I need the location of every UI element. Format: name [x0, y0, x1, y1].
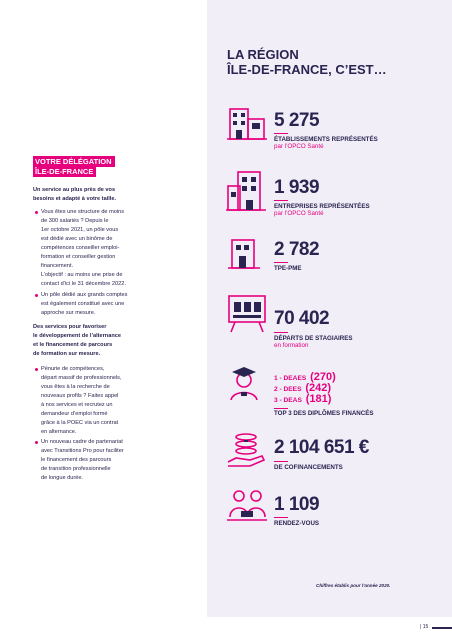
training-board-icon: [227, 294, 267, 334]
stat-rule: [274, 461, 288, 462]
bullet-text-line: compétences conseiller emploi-: [41, 245, 120, 251]
stat-sub-establishments: par l’OPCO Santé: [274, 143, 324, 150]
diploma-count: (181): [305, 393, 332, 405]
bullet-text-line: Pénurie de compétences,: [41, 366, 105, 372]
delegation-heading-line2: ÎLE-DE-FRANCE: [33, 166, 96, 177]
bullet-dot: [35, 368, 38, 371]
bullet-text-line: de longue durée.: [41, 475, 83, 481]
graduate-icon: [229, 366, 259, 402]
stat-rule: [274, 332, 288, 333]
diploma-count: (270): [310, 371, 336, 383]
region-title-line1: LA RÉGION: [227, 47, 299, 62]
stat-sub-companies: par l’OPCO Santé: [274, 210, 324, 217]
bullet-text-line: est dédié avec un binôme de: [41, 236, 113, 242]
bullet-text-line: de transition professionnelle: [41, 466, 111, 472]
stat-label-cofinancing: DE COFINANCEMENTS: [274, 464, 343, 471]
stat-label-tpe-pme: TPE-PME: [274, 265, 302, 272]
small-building-icon: [228, 236, 260, 270]
diplomas-title: TOP 3 DES DIPLÔMES FINANCÉS: [274, 410, 374, 417]
page-number: | 15: [420, 624, 429, 630]
intro-line1: Un service au plus près de vos: [33, 187, 116, 193]
bullet-text-line: vous êtes à la recherche de: [41, 384, 110, 390]
bullet-text-line: Vous êtes une structure de moins: [41, 209, 125, 215]
region-title: [227, 47, 447, 77]
bullet-text-line: nouveaux profils ? Faites appel: [41, 393, 119, 399]
stat-value-cofinancing: 2 104 651 €: [274, 437, 369, 458]
bullet-text-line: Un nouveau cadre de partenariat: [41, 439, 123, 445]
bullet-text-line: le financement des parcours: [41, 457, 112, 463]
diploma-count: (242): [305, 382, 332, 394]
bullet-text-line: grâce à la POEC via un contrat: [41, 420, 119, 426]
stat-rule: [274, 517, 288, 518]
buildings-icon: [227, 105, 267, 141]
bullet-text-line: avec Transitions Pro pour faciliter: [41, 448, 124, 454]
stat-sub-trainees: en formation: [274, 342, 309, 349]
bullet-dot: [35, 441, 38, 444]
stat-value-establishments: 5 275: [274, 110, 320, 131]
stat-label-establishments: ÉTABLISSEMENTS REPRÉSENTÉS: [274, 136, 378, 143]
bullet-text-line: approche sur mesure.: [41, 310, 96, 316]
bullet-text-line: de 300 salariés ? Depuis le: [41, 218, 109, 224]
stat-value-meetings: 1 109: [274, 494, 320, 515]
bullet-text-line: contact d’ici le 31 décembre 2022.: [41, 281, 126, 287]
bullet-text-line: en alternance.: [41, 429, 77, 435]
bullet-text-line: Un pôle dédié aux grands comptes: [41, 292, 128, 298]
bullet-text-line: demandeur d’emploi formé: [41, 411, 108, 417]
meeting-icon: [227, 487, 267, 525]
stat-rule: [274, 133, 288, 134]
footnote: Chiffres établis pour l’année 2020.: [316, 583, 391, 588]
stat-rule: [274, 262, 288, 263]
stat-label-meetings: RENDEZ-VOUS: [274, 520, 320, 527]
office-buildings-icon: [226, 170, 266, 212]
delegation-heading-line1: VOTRE DÉLÉGATION: [33, 156, 115, 167]
bullet-text-line: formation et conseiller gestion: [41, 254, 116, 260]
diploma-label: 3 - DEAS: [274, 397, 302, 404]
stat-value-tpe-pme: 2 782: [274, 239, 320, 260]
diploma-label: 1 - DEAES: [274, 375, 307, 382]
bullet-text-line: L’objectif : au moins une prise de: [41, 272, 123, 278]
bullet-dot: [35, 211, 38, 214]
intro-line2: besoins et adapté à votre taille.: [33, 196, 117, 202]
bullet-text-line: départ massif de professionnels,: [41, 375, 122, 381]
diploma-item-3: [274, 394, 331, 406]
bullet-text-line: financement.: [41, 263, 74, 269]
section2-line1: Des services pour favoriser: [33, 324, 107, 330]
page-bar: [432, 627, 452, 629]
stat-value-trainees: 70 402: [274, 308, 330, 329]
stat-label-companies: ENTREPRISES REPRÉSENTÉES: [274, 203, 370, 210]
section2-line2: le développement de l’alternance: [33, 333, 121, 339]
stat-rule: [274, 408, 288, 409]
stat-label-trainees: DÉPARTS DE STAGIAIRES: [274, 335, 353, 342]
diploma-label: 2 - DEES: [274, 386, 302, 393]
bullet-text-line: 1er octobre 2021, un pôle vous: [41, 227, 119, 233]
region-title-line2: ÎLE-DE-FRANCE, C’EST…: [227, 62, 387, 77]
section2-line4: de formation sur mesure.: [33, 351, 101, 357]
coins-hand-icon: [226, 432, 266, 470]
bullet-text-line: est également constitué avec une: [41, 301, 125, 307]
stat-value-companies: 1 939: [274, 177, 320, 198]
bullet-text-line: à nos services et recrutez un: [41, 402, 113, 408]
stat-rule: [274, 200, 288, 201]
section2-line3: et le financement de parcours: [33, 342, 113, 348]
bullet-dot: [35, 294, 38, 297]
